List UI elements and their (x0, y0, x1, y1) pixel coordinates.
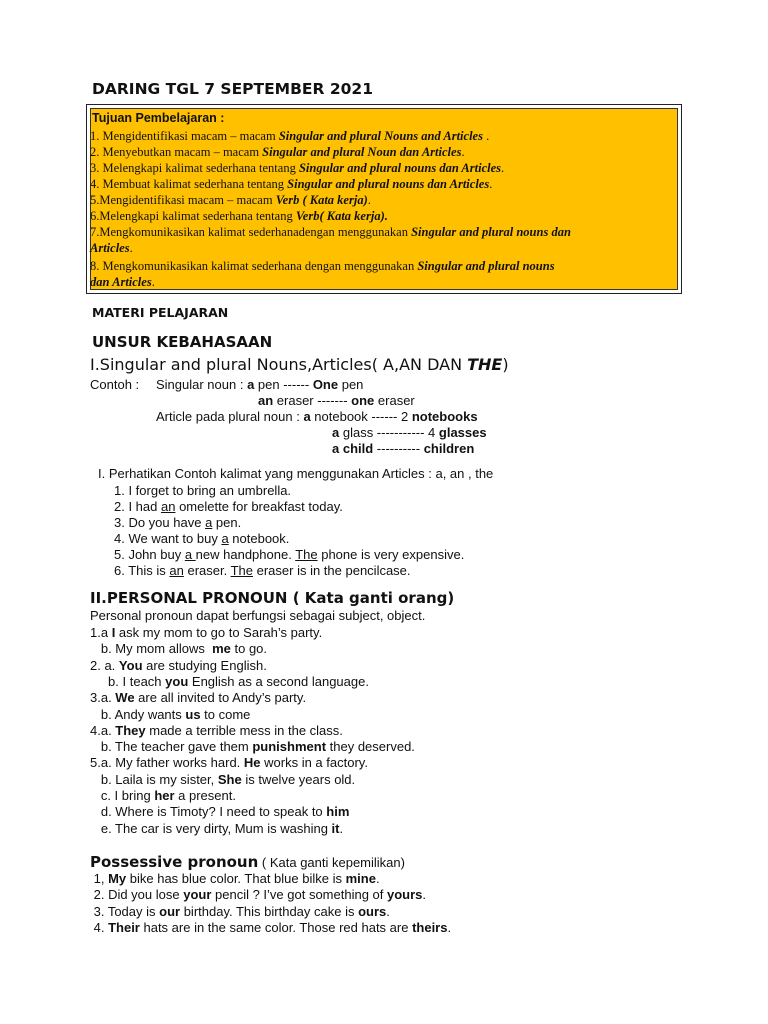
article-sentence-5: 5. John buy a new handphone. The phone is very expensive. (114, 547, 465, 562)
objective-line: 4. Membuat kalimat sederhana tentang Singular and plural nouns dan Articles. (90, 177, 493, 191)
possessive-line: 1, My bike has blue color. That blue bilke is mine. (90, 871, 380, 886)
pronoun-line: 5.a. My father works hard. He works in a factory. (90, 755, 368, 771)
objective-line: 1. Mengidentifikasi macam – macam Singular and plural Nouns and Articles . (90, 129, 490, 143)
pronoun-line: b. The teacher gave them punishment they deserved. (90, 739, 415, 755)
pronoun-line: 4.a. They made a terrible mess in the class. (90, 722, 343, 738)
article-sentence-2: 2. I had an omelette for breakfast today. (114, 499, 343, 514)
pronoun-line: d. Where is Timoty? I need to speak to him (90, 804, 350, 820)
singular-row: Singular noun : a pen ------ One pen (156, 377, 364, 392)
pronoun-line: b. Laila is my sister, She is twelve years old. (90, 771, 356, 787)
pronoun-line: b. Andy wants us to come (90, 706, 251, 722)
article-sentence-6: 6. This is an eraser. The eraser is in the pencilcase. (114, 563, 411, 578)
pronoun-line: 3.a. We are all invited to Andy’s party. (90, 690, 307, 706)
pronoun-line: e. The car is very dirty, Mum is washing it. (90, 820, 344, 836)
objective-line: 8. Mengkomunikasikan kalimat sederhana dengan menggunakan Singular and plural nouns (90, 259, 555, 273)
possessive-heading-row: Possessive pronoun ( Kata ganti kepemilikan) (90, 853, 405, 871)
materi-heading: MATERI PELAJARAN (92, 305, 229, 320)
unsur-heading: UNSUR KEBAHASAAN (92, 333, 273, 351)
pronoun-line: 1.a I ask my mom to go to Sarah’s party. (90, 625, 323, 640)
objective-line: 7.Mengkomunikasikan kalimat sederhanadengan menggunakan Singular and plural nouns dan (90, 225, 571, 239)
possessive-line: 4. Their hats are in the same color. Those red hats are theirs. (90, 919, 452, 935)
plural-row-1: Article pada plural noun : a notebook ------ 2 notebooks (156, 409, 478, 424)
possessive-line: 3. Today is our birthday. This birthday cake is ours. (90, 903, 390, 919)
section2-heading: II.PERSONAL PRONOUN ( Kata ganti orang) (90, 589, 455, 607)
possessive-line: 2. Did you lose your pencil ? I’ve got something of yours. (90, 887, 427, 903)
contoh-label: Contoh : (90, 377, 140, 392)
objective-line: 5.Mengidentifikasi macam – macam Verb ( Kata kerja). (90, 193, 371, 207)
article-sentence-3: 3. Do you have a pen. (114, 515, 242, 530)
article-sentence-4: 4. We want to buy a notebook. (114, 531, 290, 546)
objectives-heading: Tujuan Pembelajaran : (92, 111, 225, 125)
pronoun-line: b. I teach you English as a second language. (90, 673, 369, 689)
objective-line: 3. Melengkapi kalimat sederhana tentang Singular and plural nouns dan Articles. (90, 161, 505, 175)
pronoun-line: 2. a. You are studying English. (90, 657, 267, 673)
objective-line: Articles. (90, 241, 133, 255)
article-sentence-1: 1. I forget to bring an umbrella. (114, 483, 292, 498)
objective-line: dan Articles. (90, 275, 155, 289)
objective-line: 6.Melengkapi kalimat sederhana tentang Verb( Kata kerja). (90, 209, 388, 223)
articles-intro: I. Perhatikan Contoh kalimat yang menggunakan Articles : a, an , the (98, 466, 494, 481)
page-title: DARING TGL 7 SEPTEMBER 2021 (92, 80, 373, 98)
singular-row-2: an eraser ------- one eraser (258, 393, 415, 408)
plural-row-2: a glass ----------- 4 glasses (332, 425, 487, 440)
objective-line: 2. Menyebutkan macam – macam Singular and plural Noun dan Articles. (90, 145, 465, 159)
pronoun-line: c. I bring her a present. (90, 788, 236, 803)
section1-heading: I.Singular and plural Nouns,Articles( A,AN DAN THE) (90, 355, 509, 374)
personal-intro: Personal pronoun dapat berfungsi sebagai subject, object. (90, 608, 426, 623)
pronoun-line: b. My mom allows me to go. (90, 641, 268, 657)
plural-row-3: a child ---------- children (332, 441, 475, 456)
